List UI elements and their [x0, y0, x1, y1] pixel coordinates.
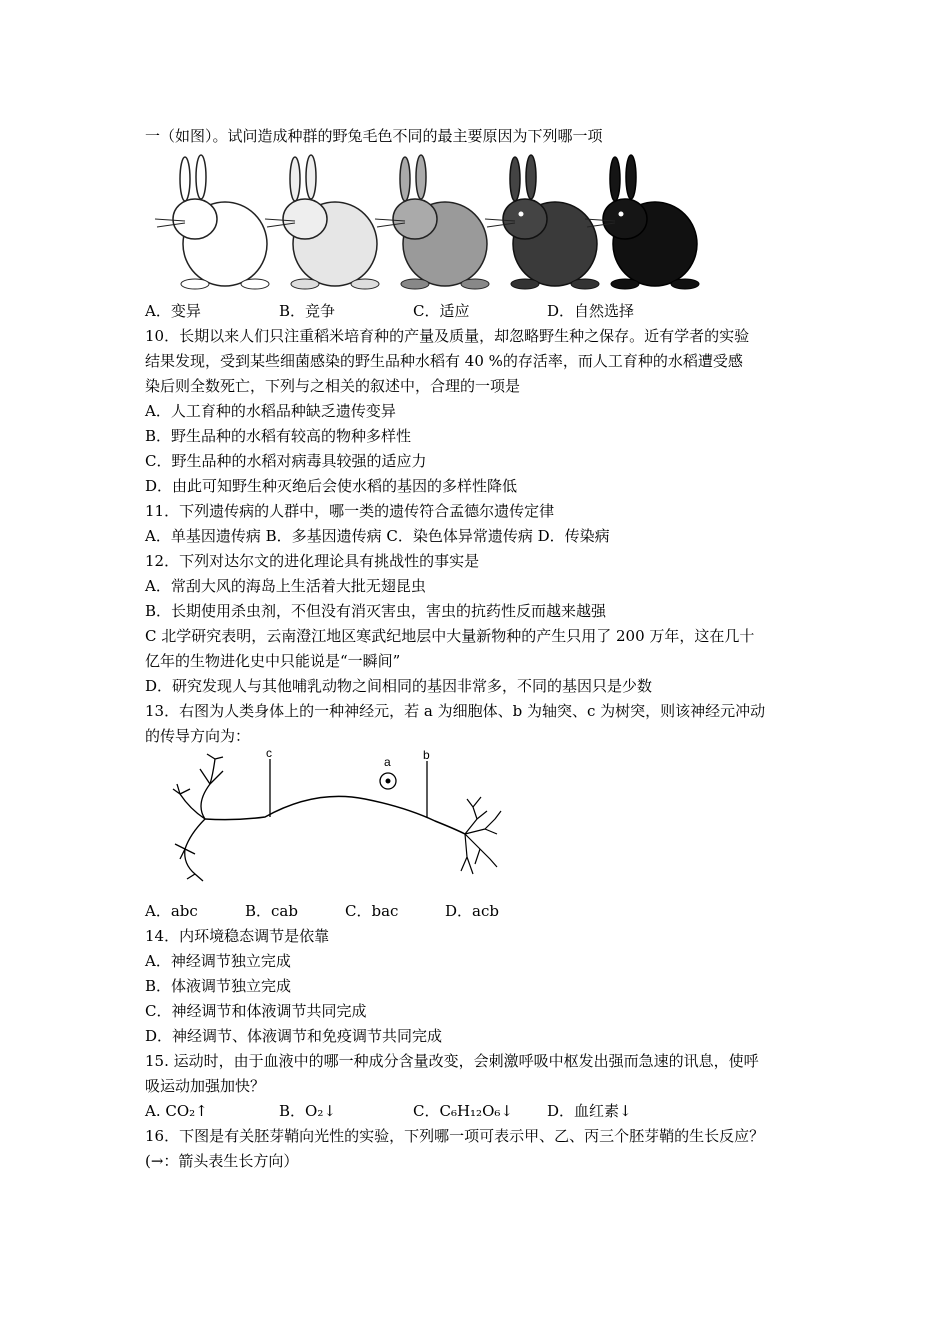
exam-page: [145, 124, 825, 1174]
rabbit-2: [265, 155, 379, 289]
q12-option-a: A．常刮大风的海岛上生活着大批无翅昆虫: [145, 577, 426, 595]
q9-options: [145, 299, 825, 324]
q10-option-c: C．野生品种的水稻对病毒具较强的适应力: [145, 452, 427, 470]
label-c: c: [266, 749, 272, 760]
rabbit-figure: [145, 149, 825, 299]
dendrites-left: [173, 754, 223, 881]
q10-option-a: A．人工育种的水稻品种缺乏遗传变异: [145, 402, 396, 420]
q14-option-d: D．神经调节、体液调节和免疫调节共同完成: [145, 1027, 443, 1045]
axon-terminals: [461, 797, 501, 874]
q14-option-a: A．神经调节独立完成: [145, 952, 291, 970]
q13-option-a: A．abc: [145, 902, 198, 920]
axon-path: [205, 796, 465, 834]
q15-option-c: C．C₆H₁₂O₆↓: [413, 1102, 513, 1120]
q13-option-b: B．cab: [245, 902, 298, 920]
q13-stem-1: 13．右图为人类身体上的一种神经元，若 a 为细胞体、b 为轴突、c 为树突，则该神经元冲动: [145, 702, 766, 720]
q13-option-c: C．bac: [345, 902, 399, 920]
q12-option-d: D．研究发现人与其他哺乳动物之间相同的基因非常多，不同的基因只是少数: [145, 677, 653, 695]
q15-option-a: A. CO₂↑: [145, 1102, 208, 1120]
neuron-figure: [145, 749, 825, 899]
q10-option-d: D．由此可知野生种灭绝后会使水稻的基因的多样性降低: [145, 477, 518, 495]
neuron-diagram: [145, 749, 525, 899]
q9-option-b: B．竞争: [279, 302, 336, 320]
q14-option-b: B．体液调节独立完成: [145, 977, 292, 995]
q16-stem-1: 16．下图是有关胚芽鞘向光性的实验，下列哪一项可表示甲、乙、丙三个胚芽鞘的生长反应？: [145, 1127, 765, 1145]
q10-option-b: B．野生品种的水稻有较高的物种多样性: [145, 427, 412, 445]
rabbit-1: [155, 155, 269, 289]
q14-stem: 14．内环境稳态调节是依靠: [145, 927, 330, 945]
q11-stem: 11．下列遗传病的人群中，哪一类的遗传符合孟德尔遗传定律: [145, 502, 555, 520]
q10-stem-1: 10．长期以来人们只注重稻米培育种的产量及质量，却忽略野生种之保存。近有学者的实验: [145, 327, 750, 345]
q13-options: [145, 899, 825, 924]
label-a: a: [384, 755, 391, 769]
q9-option-a: A．变异: [145, 302, 201, 320]
rabbit-5: [585, 155, 699, 289]
q10-stem-3: 染后则全数死亡，下列与之相关的叙述中，合理的一项是: [145, 377, 521, 395]
q12-option-b: B．长期使用杀虫剂，不但没有消灭害虫，害虫的抗药性反而越来越强: [145, 602, 607, 620]
q13-option-d: D．acb: [445, 902, 499, 920]
q9-option-d: D．自然选择: [547, 302, 635, 320]
q12-option-c-line-2: 亿年的生物进化史中只能说是“一瞬间”: [145, 652, 401, 670]
q9-stem: 一（如图）。试问造成种群的野兔毛色不同的最主要原因为下列哪一项: [145, 127, 603, 145]
q14-option-c: C．神经调节和体液调节共同完成: [145, 1002, 367, 1020]
rabbits-illustration: [145, 149, 705, 299]
q15-option-d: D．血红素↓: [547, 1102, 632, 1120]
label-b: b: [423, 749, 430, 762]
rabbit-3: [375, 155, 489, 289]
rabbit-4: [485, 155, 599, 289]
q16-stem-2: (→：箭头表生长方向）: [145, 1152, 299, 1170]
q15-stem-1: 15. 运动时，由于血液中的哪一种成分含量改变，会刺激呼吸中枢发出强而急速的讯息，使呼: [145, 1052, 759, 1070]
q15-stem-2: 吸运动加强加快？: [145, 1077, 266, 1095]
q12-stem: 12．下列对达尔文的进化理论具有挑战性的事实是: [145, 552, 480, 570]
q9-option-c: C．适应: [413, 302, 470, 320]
q15-option-b: B．O₂↓: [279, 1102, 336, 1120]
q15-options: [145, 1099, 825, 1124]
q13-stem-2: 的传导方向为：: [145, 727, 251, 745]
q12-option-c-line-1: C 北学研究表明，云南澄江地区寒武纪地层中大量新物种的产生只用了 200 万年，这在几十: [145, 627, 755, 645]
q11-options: A．单基因遗传病 B．多基因遗传病 C．染色体异常遗传病 D．传染病: [145, 527, 610, 545]
q10-stem-2: 结果发现，受到某些细菌感染的野生品种水稻有 40 %的存活率，而人工育种的水稻遭受感: [145, 352, 743, 370]
